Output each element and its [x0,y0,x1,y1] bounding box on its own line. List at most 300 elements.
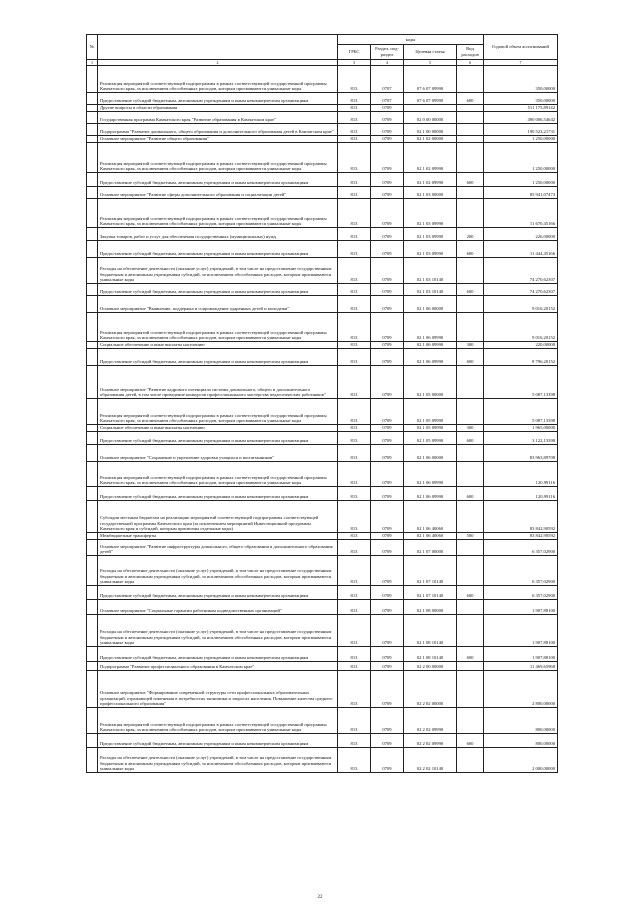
row-target-cell: 02 1 02 00000 [404,136,457,143]
table-row [87,533,558,540]
table-row [87,349,558,366]
row-vid-cell: 600 [457,487,484,501]
row-razdel-cell: 0709 [371,296,404,313]
row-amount-cell: 2 800,00000 [484,671,558,708]
row-number-cell [87,366,98,399]
row-razdel-cell: 0709 [371,187,404,199]
row-name-cell: Расходы на обеспечение деятельности (оказание услуг) учреждений, в том числе на предоставление государственным бюджетным и автономным учреждениям субсидий, за исключением обособленных расходов, которым присваиваются уникальные коды [98,615,338,647]
row-vid-cell: 600 [457,349,484,366]
row-number-cell [87,124,98,136]
row-razdel-cell: 0709 [371,647,404,662]
row-amount-cell: 74 270,62307 [484,284,558,296]
row-name-cell: Предоставление субсидий бюджетным, автономным учреждениям и иным некоммерческим организациям [98,586,338,600]
row-vid-cell [457,748,484,773]
row-amount-cell: 6 357,02900 [484,586,558,600]
row-razdel-cell: 0709 [371,501,404,533]
row-razdel-cell: 0709 [371,173,404,187]
row-amount-cell: 11 444,45166 [484,241,558,258]
row-number-cell [87,501,98,533]
row-amount-cell: 74 270,62307 [484,258,558,284]
row-razdel-cell: 0709 [371,425,404,432]
row-amount-cell: 2 000,00000 [484,748,558,773]
row-amount-cell: 1 250,00000 [484,143,558,173]
row-target-cell: 02 1 02 09990 [404,143,457,173]
row-vid-cell: 600 [457,734,484,748]
row-vid-cell: 200 [457,228,484,241]
row-amount-cell: 83 963,89708 [484,445,558,462]
row-amount-cell: 800,00000 [484,708,558,734]
row-name-cell: Государственная программа Камчатского края "Развитие образования в Камчатском крае" [98,112,338,124]
table-row [87,241,558,258]
row-target-cell: 02 1 06 09990 [404,487,457,501]
row-grbs-cell: 813 [338,349,371,366]
row-name-cell: Межбюджетные трансферты [98,533,338,540]
row-number-cell [87,425,98,432]
row-name-cell: Реализация мероприятий соответствующей подпрограммы в рамках соответствующей государственной программы Камчатского края, за исключением обособленных расходов, которым присваиваются уникальные коды [98,199,338,228]
table-row [87,647,558,662]
table-row [87,228,558,241]
budget-table-sheet [86,34,557,773]
row-vid-cell [457,662,484,671]
row-grbs-cell: 813 [338,556,371,586]
row-grbs-cell: 813 [338,124,371,136]
row-razdel-cell: 0709 [371,487,404,501]
row-vid-cell: 600 [457,586,484,600]
row-number-cell [87,284,98,296]
row-name-cell: Реализация мероприятий соответствующей подпрограммы в рамках соответствующей государственной программы Камчатского края, за исключением обособленных расходов, которым присваиваются уникальные коды [98,143,338,173]
row-target-cell: 02 1 06 00000 [404,445,457,462]
row-name-cell: Предоставление субсидий бюджетным, автономным учреждениям и иным некоммерческим организациям [98,734,338,748]
row-target-cell: 02 1 00 00000 [404,124,457,136]
row-razdel-cell: 0707 [371,66,404,93]
table-row [87,556,558,586]
row-amount-cell: 350,00000 [484,66,558,93]
row-razdel-cell: 0709 [371,533,404,540]
row-amount-cell: 83 842,90592 [484,533,558,540]
row-number-cell [87,349,98,366]
row-number-cell [87,199,98,228]
row-grbs-cell: 813 [338,313,371,342]
row-vid-cell: 600 [457,647,484,662]
row-razdel-cell: 0709 [371,105,404,112]
row-name-cell: Социальное обеспечение и иные выплаты населению [98,425,338,432]
row-razdel-cell: 0709 [371,313,404,342]
row-amount-cell: 9 016,20152 [484,313,558,342]
row-razdel-cell: 0709 [371,366,404,399]
row-name-cell: Предоставление субсидий бюджетным, автономным учреждениям и иным некоммерческим организациям [98,241,338,258]
row-name-cell: Основное мероприятие "Развитие сферы дополнительного образования и социализации детей" [98,187,338,199]
row-name-cell: Субсидии местным бюджетам на реализацию мероприятий соответствующей подпрограммы соответствующей государственной программы Камчатского края (за исключением мероприятий Инвестиционной программы Камчатского края и субсидий, которым присвоены отдельные коды) [98,501,338,533]
row-name-cell: Основное мероприятие "Сохранение и укрепление здоровья учащихся и воспитанников" [98,445,338,462]
row-number-cell [87,540,98,556]
row-amount-cell: 6 357,02900 [484,556,558,586]
row-grbs-cell: 813 [338,241,371,258]
row-number-cell [87,671,98,708]
row-grbs-cell: 813 [338,462,371,487]
row-number-cell [87,136,98,143]
row-target-cell: 02 1 03 09990 [404,199,457,228]
table-row [87,66,558,93]
row-razdel-cell: 0707 [371,93,404,105]
table-row [87,342,558,349]
row-name-cell: Реализация мероприятий соответствующей подпрограммы в рамках соответствующей государственной программы Камчатского края, за исключением обособленных расходов, которым присваиваются уникальные коды [98,66,338,93]
row-number-cell [87,93,98,105]
row-amount-cell: 350,00000 [484,93,558,105]
table-row [87,296,558,313]
row-grbs-cell: 813 [338,93,371,105]
row-number-cell [87,241,98,258]
row-razdel-cell: 0709 [371,708,404,734]
row-number-cell [87,615,98,647]
row-vid-cell [457,600,484,615]
row-name-cell: Основное мероприятие "Развитие кадрового потенциала системы дошкольного, общего и дополнительного образования детей, в том числе проведение конкурсов профессионального мастерства педагогических работников" [98,366,338,399]
row-razdel-cell: 0709 [371,124,404,136]
row-grbs-cell: 813 [338,199,371,228]
row-name-cell: Предоставление субсидий бюджетным, автономным учреждениям и иным некоммерческим организациям [98,647,338,662]
row-grbs-cell: 813 [338,445,371,462]
row-target-cell: 02 1 07 10140 [404,556,457,586]
row-amount-cell: 190 523,21731 [484,124,558,136]
row-name-cell: Основное мероприятие "Социальные гарантии работникам подведомственных организаций" [98,600,338,615]
row-vid-cell [457,366,484,399]
table-row [87,399,558,425]
table-row [87,445,558,462]
row-target-cell: 02 1 06 09990 [404,342,457,349]
row-grbs-cell: 813 [338,284,371,296]
row-vid-cell [457,462,484,487]
row-name-cell: Предоставление субсидий бюджетным, автономным учреждениям и иным некоммерческим организациям [98,173,338,187]
row-amount-cell: 9 016,20152 [484,296,558,313]
row-grbs-cell: 813 [338,258,371,284]
table-row [87,136,558,143]
table-row [87,284,558,296]
row-name-cell: Предоставление субсидий бюджетным, автономным учреждениям и иным некоммерческим организациям [98,93,338,105]
table-row [87,586,558,600]
colnum: 5 [404,60,457,66]
row-grbs-cell: 813 [338,296,371,313]
row-number-cell [87,586,98,600]
row-number-cell [87,66,98,93]
row-target-cell: 02 1 03 09990 [404,228,457,241]
row-vid-cell [457,143,484,173]
table-row [87,487,558,501]
table-row [87,187,558,199]
row-name-cell: Реализация мероприятий соответствующей подпрограммы в рамках соответствующей государственной программы Камчатского края, за исключением обособленных расходов, которым присваиваются уникальные коды [98,462,338,487]
row-name-cell: Закупка товаров, работ и услуг для обеспечения государственных (муниципальных) нужд [98,228,338,241]
row-grbs-cell: 813 [338,112,371,124]
row-amount-cell: 120,99116 [484,462,558,487]
table-row [87,199,558,228]
row-name-cell: Реализация мероприятий соответствующей подпрограммы в рамках соответствующей государственной программы Камчатского края, за исключением обособленных расходов, которым присваиваются уникальные коды [98,399,338,425]
row-target-cell: 02 1 06 09990 [404,462,457,487]
row-vid-cell: 600 [457,173,484,187]
row-grbs-cell: 813 [338,399,371,425]
row-number-cell [87,173,98,187]
row-vid-cell [457,399,484,425]
colnum: 2 [98,60,338,66]
row-vid-cell: 600 [457,241,484,258]
row-grbs-cell: 813 [338,600,371,615]
row-vid-cell [457,296,484,313]
table-row [87,748,558,773]
row-vid-cell [457,66,484,93]
colnum: 6 [457,60,484,66]
row-name-cell: Предоставление субсидий бюджетным, автономным учреждениям и иным некоммерческим организациям [98,284,338,296]
row-vid-cell [457,501,484,533]
row-vid-cell [457,445,484,462]
row-amount-cell: 11 670,45166 [484,199,558,228]
row-grbs-cell: 813 [338,647,371,662]
row-name-cell: Основное мероприятие "Выявление, поддержка и сопровождение одаренных детей и молодежи" [98,296,338,313]
row-razdel-cell: 0709 [371,342,404,349]
row-target-cell: 02 0 00 00000 [404,112,457,124]
row-name-cell: Подпрограмма "Развитие профессионального образования в Камчатском крае" [98,662,338,671]
row-number-cell [87,296,98,313]
row-target-cell: 02 1 06 09990 [404,349,457,366]
row-grbs-cell: 813 [338,105,371,112]
row-number-cell [87,143,98,173]
row-name-cell: Основное мероприятие "Развитие общего образования" [98,136,338,143]
header-name [98,35,338,60]
row-vid-cell [457,671,484,708]
row-name-cell: Другие вопросы в области образования [98,105,338,112]
row-target-cell: 02 1 03 10140 [404,284,457,296]
row-amount-cell: 1 250,00000 [484,173,558,187]
header-number: № [87,35,98,60]
row-name-cell: Подпрограмма "Развитие дошкольного, общего образования и дополнительного образования детей в Камчатском крае" [98,124,338,136]
table-row [87,662,558,671]
header-grbs: ГРБС [338,45,371,60]
row-amount-cell: 1 250,00000 [484,136,558,143]
table-row [87,540,558,556]
table-row [87,501,558,533]
row-number-cell [87,533,98,540]
row-amount-cell: 85 941,07473 [484,187,558,199]
row-grbs-cell: 813 [338,734,371,748]
table-row [87,258,558,284]
row-grbs-cell: 813 [338,228,371,241]
colnum: 3 [338,60,371,66]
row-grbs-cell: 813 [338,342,371,349]
table-header [87,35,558,66]
page-number: 22 [317,895,323,900]
row-amount-cell: 3 122,13398 [484,432,558,445]
row-target-cell: 02 1 03 10140 [404,258,457,284]
row-amount-cell: 120,99116 [484,487,558,501]
row-vid-cell [457,105,484,112]
row-vid-cell [457,187,484,199]
row-razdel-cell: 0709 [371,445,404,462]
row-target-cell: 02 1 06 40060 [404,501,457,533]
row-grbs-cell: 813 [338,615,371,647]
row-number-cell [87,462,98,487]
row-grbs-cell: 813 [338,432,371,445]
row-number-cell [87,600,98,615]
row-vid-cell: 600 [457,284,484,296]
row-grbs-cell: 813 [338,66,371,93]
row-grbs-cell: 813 [338,662,371,671]
table-row [87,366,558,399]
row-number-cell [87,734,98,748]
row-grbs-cell: 813 [338,748,371,773]
row-razdel-cell: 0709 [371,241,404,258]
row-razdel-cell: 0709 [371,258,404,284]
table-row [87,462,558,487]
row-target-cell: 02 1 06 09990 [404,313,457,342]
row-vid-cell [457,199,484,228]
table-row [87,173,558,187]
row-vid-cell [457,136,484,143]
row-vid-cell: 600 [457,93,484,105]
row-amount-cell: 511 175,89142 [484,105,558,112]
row-vid-cell: 600 [457,432,484,445]
row-number-cell [87,399,98,425]
row-amount-cell: 800,00000 [484,734,558,748]
row-target-cell: 02 2 02 09990 [404,708,457,734]
row-razdel-cell: 0709 [371,540,404,556]
row-target-cell: 02 1 03 00000 [404,187,457,199]
row-grbs-cell: 813 [338,671,371,708]
row-number-cell [87,647,98,662]
row-name-cell: Предоставление субсидий бюджетным, автономным учреждениям и иным некоммерческим организациям [98,349,338,366]
table-row [87,112,558,124]
row-target-cell: 02 1 05 09990 [404,425,457,432]
row-razdel-cell: 0709 [371,671,404,708]
row-razdel-cell: 0709 [371,615,404,647]
header-target: Целевая статья [404,45,457,60]
row-target-cell: 02 1 07 10140 [404,586,457,600]
row-grbs-cell: 813 [338,487,371,501]
row-amount-cell: 220,00000 [484,342,558,349]
row-name-cell: Социальное обеспечение и иные выплаты населению [98,342,338,349]
row-grbs-cell: 813 [338,143,371,173]
row-name-cell: Основное мероприятие "Формирование современной структуры сети профессиональных образовательных организаций, отражающей изменения в потребностях экономики и запросах населения. Повышение качества среднего профессионального образования" [98,671,338,708]
row-vid-cell [457,112,484,124]
row-name-cell: Реализация мероприятий соответствующей подпрограммы в рамках соответствующей государственной программы Камчатского края, за исключением обособленных расходов, которым присваиваются уникальные коды [98,313,338,342]
row-vid-cell: 300 [457,425,484,432]
row-name-cell: Основное мероприятие "Развитие инфраструктуры дошкольного, общего образования и дополнительного образования детей" [98,540,338,556]
row-razdel-cell: 0709 [371,556,404,586]
row-amount-cell: 490 006,54642 [484,112,558,124]
row-name-cell: Предоставление субсидий бюджетным, автономным учреждениям и иным некоммерческим организациям [98,432,338,445]
row-grbs-cell: 813 [338,173,371,187]
row-grbs-cell: 813 [338,187,371,199]
budget-table [86,34,558,773]
row-vid-cell [457,708,484,734]
row-grbs-cell: 813 [338,425,371,432]
row-number-cell [87,432,98,445]
row-target-cell: 02 1 08 00000 [404,600,457,615]
row-name-cell: Расходы на обеспечение деятельности (оказание услуг) учреждений, в том числе на предоставление государственным бюджетным и автономным учреждениям субсидий, за исключением обособленных расходов, которым присваиваются уникальные коды [98,258,338,284]
table-row [87,124,558,136]
row-number-cell [87,112,98,124]
row-target-cell: 02 1 06 40060 [404,533,457,540]
table-row [87,734,558,748]
row-razdel-cell: 0709 [371,199,404,228]
colnum: 4 [371,60,404,66]
table-row [87,671,558,708]
row-number-cell [87,556,98,586]
row-amount-cell: 5 087,13398 [484,399,558,425]
row-razdel-cell: 0709 [371,136,404,143]
row-vid-cell [457,615,484,647]
row-razdel-cell: 0709 [371,748,404,773]
row-grbs-cell: 813 [338,501,371,533]
table-row [87,105,558,112]
row-target-cell: 02 1 05 00000 [404,366,457,399]
table-row [87,425,558,432]
row-grbs-cell: 813 [338,540,371,556]
row-razdel-cell: 0709 [371,399,404,425]
header-razdel: Раздел, под-раздел [371,45,404,60]
row-vid-cell: 300 [457,342,484,349]
row-number-cell [87,748,98,773]
row-number-cell [87,258,98,284]
row-razdel-cell: 0709 [371,349,404,366]
row-target-cell: 02 2 00 00000 [404,662,457,671]
row-razdel-cell: 0709 [371,462,404,487]
row-grbs-cell: 813 [338,136,371,143]
row-name-cell: Реализация мероприятий соответствующей подпрограммы в рамках соответствующей государственной программы Камчатского края, за исключением обособленных расходов, которым присваиваются уникальные коды [98,708,338,734]
row-razdel-cell: 0709 [371,600,404,615]
row-target-cell: 02 2 02 10140 [404,748,457,773]
row-target-cell [404,105,457,112]
row-amount-cell: 11 469,65968 [484,662,558,671]
row-name-cell: Предоставление субсидий бюджетным, автономным учреждениям и иным некоммерческим организациям [98,487,338,501]
row-razdel-cell: 0709 [371,228,404,241]
row-razdel-cell: 0709 [371,112,404,124]
table-row [87,313,558,342]
row-grbs-cell: 813 [338,533,371,540]
row-name-cell: Расходы на обеспечение деятельности (оказание услуг) учреждений, в том числе на предоставление государственным бюджетным и автономным учреждениям субсидий, за исключением обособленных расходов, которым присваиваются уникальные коды [98,748,338,773]
row-target-cell: 02 1 02 09990 [404,173,457,187]
table-row [87,143,558,173]
row-razdel-cell: 0709 [371,586,404,600]
row-target-cell: 02 1 03 09990 [404,241,457,258]
row-target-cell: 07 6 07 09990 [404,66,457,93]
row-amount-cell: 226,00000 [484,228,558,241]
row-razdel-cell: 0709 [371,284,404,296]
row-target-cell: 02 1 05 09990 [404,432,457,445]
row-number-cell [87,187,98,199]
row-razdel-cell: 0709 [371,143,404,173]
row-name-cell: Расходы на обеспечение деятельности (оказание услуг) учреждений, в том числе на предоставление государственным бюджетным и автономным учреждениям субсидий, за исключением обособленных расходов, которым присваиваются уникальные коды [98,556,338,586]
row-target-cell: 02 1 08 10140 [404,615,457,647]
header-codes: коды [338,35,484,45]
table-row [87,93,558,105]
colnum: 1 [87,60,98,66]
row-target-cell: 02 1 08 10140 [404,647,457,662]
row-amount-cell: 6 357,02900 [484,540,558,556]
row-number-cell [87,105,98,112]
row-grbs-cell: 813 [338,586,371,600]
row-vid-cell [457,258,484,284]
row-amount-cell: 1 907,88100 [484,600,558,615]
row-amount-cell: 1 907,88100 [484,615,558,647]
row-target-cell: 02 1 07 00000 [404,540,457,556]
table-row [87,708,558,734]
header-amount: Годовой объем ассигнований [484,35,558,60]
row-razdel-cell: 0709 [371,662,404,671]
row-number-cell [87,228,98,241]
row-amount-cell: 8 796,20152 [484,349,558,366]
row-target-cell: 02 2 02 09990 [404,734,457,748]
row-vid-cell [457,124,484,136]
row-number-cell [87,313,98,342]
row-amount-cell: 83 842,90592 [484,501,558,533]
row-grbs-cell: 813 [338,708,371,734]
row-grbs-cell: 813 [338,366,371,399]
